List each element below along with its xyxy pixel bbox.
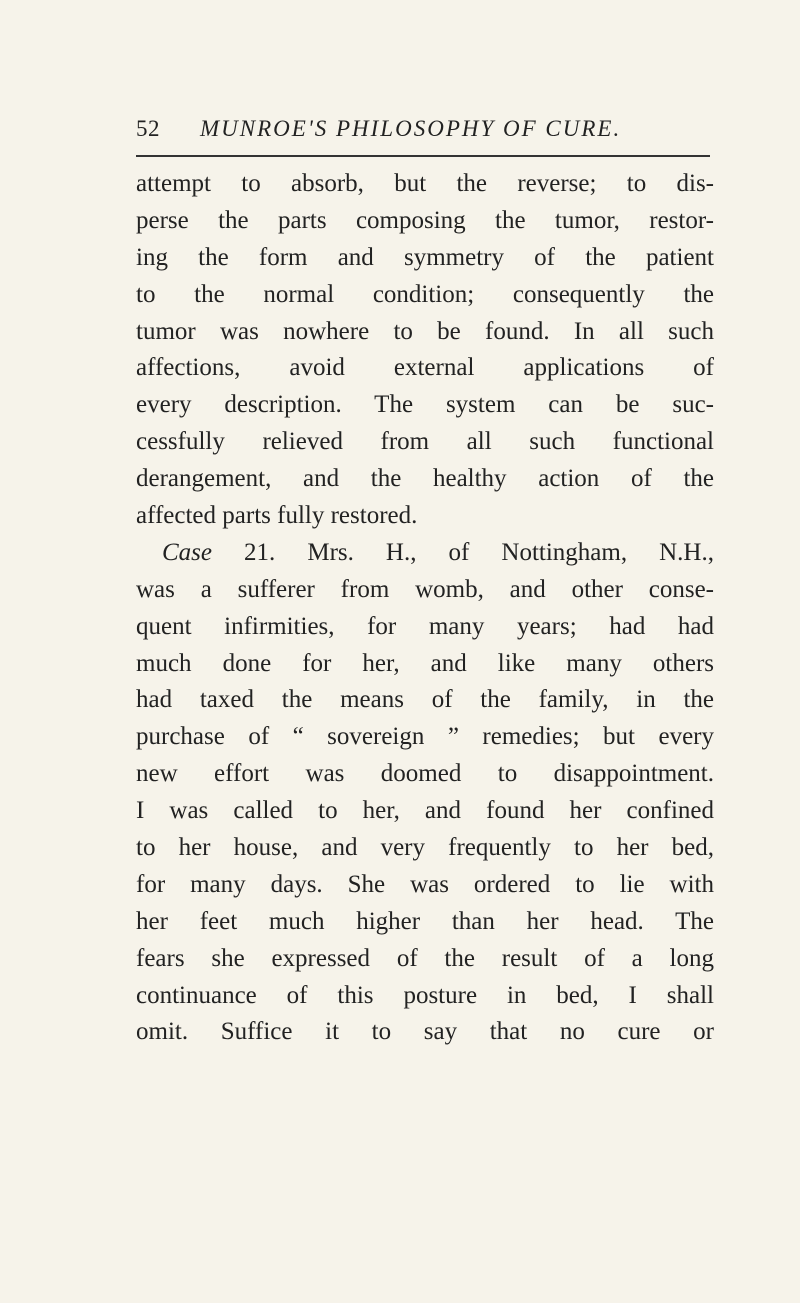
text-line: affections, avoid external applications of [136,354,714,382]
text-line: perse the parts composing the tumor, restor- [136,206,714,234]
text-line: every description. The system can be suc- [136,391,714,419]
text-line: her feet much higher than her head. The [136,907,714,935]
text-line: to her house, and very frequently to her bed, [136,834,714,862]
text-line: attempt to absorb, but the reverse; to dis- [136,170,714,197]
case-line-rest: 21. Mrs. H., of Nottingham, N.H., [244,538,714,566]
running-title: MUNROE'S PHILOSOPHY OF CURE. [200,116,622,141]
text-line: affected parts fully restored. [136,502,418,530]
text-line: for many days. She was ordered to lie with [136,870,714,898]
text-line: tumor was nowhere to be found. In all such [136,317,714,345]
body-text [136,166,714,1051]
text-line: new effort was doomed to disappointment. [136,760,714,788]
text-line: fears she expressed of the result of a long [136,944,714,972]
page-number: 52 [136,116,160,141]
case-label: Case [162,538,212,566]
case-heading-line [136,535,714,572]
text-line: continuance of this posture in bed, I shall [136,981,714,1009]
header-rule [136,155,710,157]
text-line: ing the form and symmetry of the patient [136,243,714,271]
text-line: much done for her, and like many others [136,649,714,677]
text-line: I was called to her, and found her confined [136,797,714,825]
text-line: derangement, and the healthy action of the [136,465,714,493]
text-line: had taxed the means of the family, in the [136,686,714,714]
text-line: omit. Suffice it to say that no cure or [136,1018,714,1046]
text-line: cessfully relieved from all such functional [136,428,714,456]
text-line: was a sufferer from womb, and other conse- [136,575,714,603]
text-line: quent infirmities, for many years; had had [136,612,714,640]
page-header [136,116,710,148]
text-line: purchase of “ sovereign ” remedies; but every [136,723,714,751]
text-line: to the normal condition; consequently the [136,280,714,308]
